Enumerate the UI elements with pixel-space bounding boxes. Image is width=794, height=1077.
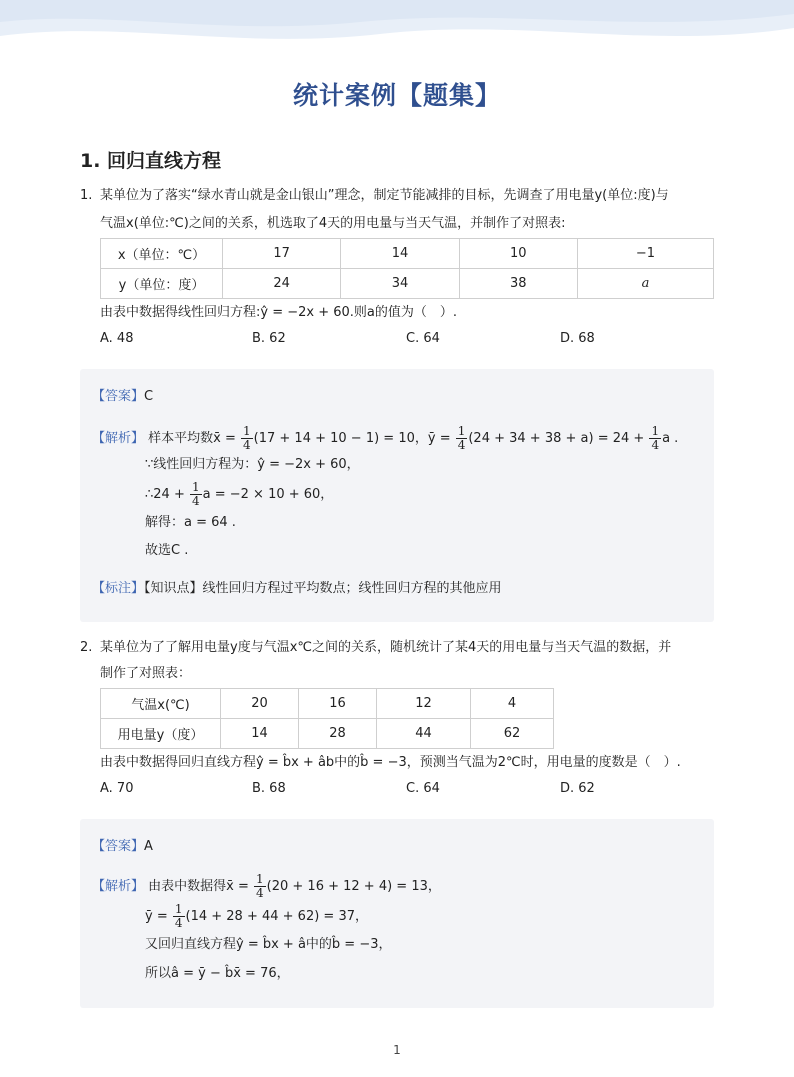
q2-table <box>100 688 554 749</box>
table-cell: 24 <box>223 269 341 299</box>
table-row <box>101 719 554 749</box>
table-cell: −1 <box>577 239 713 269</box>
q1-option-b[interactable]: B. 62 <box>252 331 286 346</box>
table-cell: 14 <box>341 239 459 269</box>
q1-option-c[interactable]: C. 64 <box>406 331 440 346</box>
fraction: $\frac{1}{4}$ <box>256 872 264 900</box>
q1-solution-box <box>80 369 714 622</box>
q2-stem-line1: 某单位为了了解用电量y度与气温x℃之间的关系，随机统计了某4天的用电量与当天气温的数据，并 <box>100 640 672 655</box>
table-cell: 17 <box>223 239 341 269</box>
table-cell: 38 <box>459 269 577 299</box>
q1-analysis-l3a: ∴24 + <box>145 487 189 502</box>
q2-analysis-l4: 所以â = ȳ − b̂x̄ = 76， <box>145 966 290 981</box>
q2-option-c[interactable]: C. 64 <box>406 781 440 796</box>
q1-stem-line1: 某单位为了落实“绿水青山就是金山银山”理念，制定节能减排的目标，先调查了用电量y(单位:度)与 <box>100 188 669 203</box>
q2-solution-box <box>80 819 714 1008</box>
q1-option-a[interactable]: A. 48 <box>100 331 134 346</box>
table-cell: 28 <box>299 719 377 749</box>
q2-question: 由表中数据得回归直线方程ŷ = b̂x + âb中的b̂ = −3，预测当气温为2℃时，用电量的度数是（ ）. <box>100 755 681 770</box>
q2-analysis-l2a: ȳ = <box>145 909 172 924</box>
q2-answer-tag: 【答案】 <box>92 839 145 854</box>
q1-analysis-l1d: a . <box>662 431 679 446</box>
q2-table-header-power: 用电量y（度） <box>101 719 221 749</box>
q2-analysis-l1a: 由表中数据得x̄ = <box>148 879 254 894</box>
q2-table-header-temp: 气温x(℃) <box>101 689 221 719</box>
q1-answer-tag: 【答案】 <box>92 389 145 404</box>
q2-option-b[interactable]: B. 68 <box>252 781 286 796</box>
table-cell: 10 <box>459 239 577 269</box>
table-row <box>101 689 554 719</box>
q2-number: 2. <box>80 640 93 655</box>
fraction: $\frac{1}{4}$ <box>191 480 200 508</box>
table-row <box>101 269 714 299</box>
q1-table-header-y: y（单位：度） <box>101 269 223 299</box>
header-wave-decoration <box>0 0 794 60</box>
q1-number: 1. <box>80 188 93 203</box>
q1-analysis-l1b: (17 + 14 + 10 − 1) = 10，ȳ = <box>253 431 455 446</box>
q1-analysis-l3b: a = −2 × 10 + 60， <box>202 487 334 502</box>
q1-analysis-l4: 解得：a = 64 . <box>145 515 236 530</box>
table-cell: 16 <box>299 689 377 719</box>
q1-analysis-l5: 故选C . <box>145 543 189 558</box>
table-cell: 20 <box>221 689 299 719</box>
table-cell: 34 <box>341 269 459 299</box>
fraction: $\frac{1}{4}$ <box>457 424 466 452</box>
q1-stem-line2: 气温x(单位:℃)之间的关系，机选取了4天的用电量与当天气温，并制作了对照表: <box>100 216 566 231</box>
table-cell: 62 <box>471 719 554 749</box>
q2-option-a[interactable]: A. 70 <box>100 781 134 796</box>
q2-option-d[interactable]: D. 62 <box>560 781 595 796</box>
page-number: 1 <box>393 1043 401 1057</box>
table-cell: 44 <box>377 719 471 749</box>
table-cell: 14 <box>221 719 299 749</box>
q1-analysis-l2: ∵线性回归方程为：ŷ = −2x + 60， <box>145 457 360 472</box>
fraction: $\frac{1}{4}$ <box>651 424 660 452</box>
q1-question: 由表中数据得线性回归方程:ŷ = −2x + 60.则a的值为（ ）. <box>100 305 458 320</box>
q1-table <box>100 238 714 299</box>
section-title: 1. 回归直线方程 <box>80 150 222 172</box>
q2-answer: A <box>144 839 153 854</box>
page-title: 统计案例【题集】 <box>292 81 501 110</box>
q1-options <box>100 331 700 351</box>
q1-analysis-l1a: 样本平均数x̄ = <box>148 431 241 446</box>
table-cell: a <box>577 269 713 299</box>
table-cell: 12 <box>377 689 471 719</box>
q2-analysis-tag: 【解析】 <box>92 879 145 894</box>
q1-note-tag: 【标注】 <box>92 581 145 596</box>
q2-analysis-l3: 又回归直线方程ŷ = b̂x + â中的b̂ = −3， <box>145 937 392 952</box>
q1-table-header-x: x（单位：℃） <box>101 239 223 269</box>
q2-options <box>100 781 700 801</box>
table-cell: 4 <box>471 689 554 719</box>
q1-analysis-tag: 【解析】 <box>92 431 145 446</box>
fraction: $\frac{1}{4}$ <box>243 424 251 452</box>
q1-answer: C <box>144 389 154 404</box>
q2-analysis-l1b: (20 + 16 + 12 + 4) = 13， <box>266 879 441 894</box>
table-row <box>101 239 714 269</box>
q1-option-d[interactable]: D. 68 <box>560 331 595 346</box>
q2-stem-line2: 制作了对照表： <box>100 666 192 681</box>
q1-analysis-l1c: (24 + 34 + 38 + a) = 24 + <box>468 431 649 446</box>
q2-analysis-l2b: (14 + 28 + 44 + 62) = 37， <box>185 909 368 924</box>
q1-note: 【知识点】线性回归方程过平均数点；线性回归方程的其他应用 <box>144 581 502 596</box>
fraction: $\frac{1}{4}$ <box>174 902 183 930</box>
